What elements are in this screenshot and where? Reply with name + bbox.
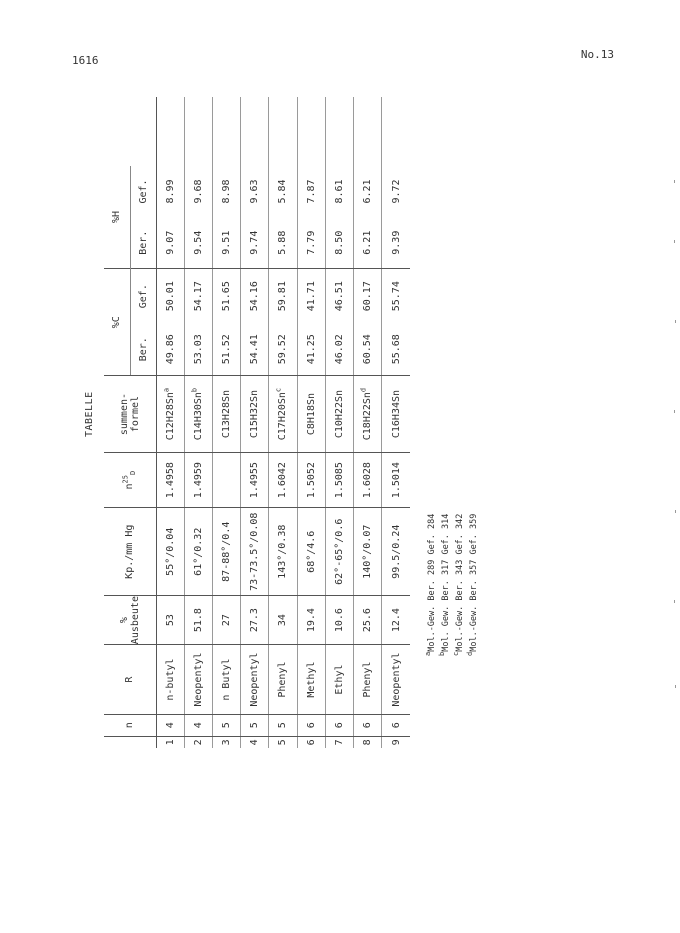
cell-nr: 8 bbox=[354, 736, 382, 748]
cell-kp: 68°/4.6 bbox=[297, 508, 325, 596]
footnote-line bbox=[438, 513, 453, 656]
nd-line: D bbox=[129, 470, 138, 475]
formula-footnote-mark: b bbox=[190, 387, 199, 393]
margin-speckles bbox=[672, 180, 678, 700]
cell-c-gef: 54.17 bbox=[184, 269, 212, 324]
table-row bbox=[241, 97, 269, 748]
col-header-nr bbox=[104, 736, 156, 748]
cell-kp: 61°/0.32 bbox=[184, 508, 212, 596]
footnote-text: Mol.-Gew. Ber. 289 Gef. 284 bbox=[427, 513, 437, 652]
cell-n: 5 bbox=[212, 714, 240, 736]
cell-kp: 55°/0.04 bbox=[156, 508, 184, 596]
col-header-r: R bbox=[104, 645, 156, 715]
col-header-nd bbox=[104, 452, 156, 508]
cell-h-ber: 9.39 bbox=[390, 230, 402, 255]
cell-n: 5 bbox=[241, 714, 269, 736]
footnote-line bbox=[452, 513, 467, 656]
cell-n: 6 bbox=[382, 714, 410, 736]
cell-h-ber: 9.07 bbox=[164, 230, 176, 255]
footnote-mark: c bbox=[452, 651, 461, 656]
cell-h-gef: 9.63 bbox=[249, 179, 261, 204]
cell-r: Neopentyl bbox=[241, 645, 269, 715]
formula-text: C16H34Sn bbox=[390, 389, 402, 439]
formula-text: C13H28Sn bbox=[221, 389, 233, 439]
cell-c-gef: 50.01 bbox=[156, 269, 184, 324]
row-spacer bbox=[269, 97, 297, 166]
cell-nr: 7 bbox=[325, 736, 353, 748]
cell-kp: 143°/0.38 bbox=[269, 508, 297, 596]
cell-n: 4 bbox=[156, 714, 184, 736]
page-number: 1616 bbox=[72, 54, 99, 67]
footnotes bbox=[424, 513, 485, 656]
cell-h-ber: 9.74 bbox=[249, 230, 261, 255]
cell-n: 4 bbox=[184, 714, 212, 736]
row-spacer bbox=[354, 97, 382, 166]
cell-kp: 62°-65°/0.6 bbox=[325, 508, 353, 596]
row-spacer bbox=[241, 97, 269, 166]
cell-c-ber: 53.03 bbox=[192, 334, 204, 365]
cell-c-ber: 60.54 bbox=[362, 334, 374, 365]
table-row bbox=[297, 97, 325, 748]
cell-nd: 1.6028 bbox=[354, 452, 382, 508]
formula-text: C10H22Sn bbox=[333, 389, 345, 439]
cell-c-ber: 59.52 bbox=[277, 334, 289, 365]
cell-h-gef: 6.21 bbox=[362, 179, 374, 204]
cell-c-gef: 46.51 bbox=[325, 269, 353, 324]
cell-r: Methyl bbox=[297, 645, 325, 715]
cell-h-ber: 7.79 bbox=[305, 230, 317, 255]
cell-c-ber: 41.25 bbox=[305, 334, 317, 365]
cell-ausbeute: 12.4 bbox=[382, 596, 410, 645]
ausbeute-unit: % bbox=[118, 617, 130, 624]
formula-text: C8H18Sn bbox=[305, 392, 317, 436]
cell-r: n Butyl bbox=[212, 645, 240, 715]
cell-n: 6 bbox=[354, 714, 382, 736]
col-header-n: n bbox=[104, 714, 156, 736]
cell-c-gef: 41.71 bbox=[297, 269, 325, 324]
cell-n: 5 bbox=[269, 714, 297, 736]
table-row bbox=[382, 97, 410, 748]
formula-footnote-mark: d bbox=[359, 387, 368, 393]
cell-h-gef: 7.87 bbox=[305, 179, 317, 204]
formula-text: C18H22Sn bbox=[362, 392, 374, 441]
issue-number: No.13 bbox=[580, 48, 614, 61]
cell-c-gef: 55.74 bbox=[382, 269, 410, 324]
col-header-h-gef: Gef. bbox=[130, 166, 156, 217]
cell-r: Ethyl bbox=[325, 645, 353, 715]
cell-kp: 140°/0.07 bbox=[354, 508, 382, 596]
formula-text: C17H20Sn bbox=[277, 392, 289, 441]
cell-r: n-butyl bbox=[156, 645, 184, 715]
cell-nr: 5 bbox=[269, 736, 297, 748]
cell-r: Neopentyl bbox=[382, 645, 410, 715]
cell-ausbeute: 34 bbox=[269, 596, 297, 645]
cell-r: Phenyl bbox=[354, 645, 382, 715]
cell-ausbeute: 53 bbox=[156, 596, 184, 645]
nd-symbol: n bbox=[124, 483, 136, 490]
col-header-c-gef: Gef. bbox=[130, 269, 156, 324]
cell-formel bbox=[354, 376, 382, 453]
cell-formel bbox=[269, 376, 297, 453]
cell-r: Neopentyl bbox=[184, 645, 212, 715]
table-header bbox=[104, 97, 156, 748]
cell-ausbeute: 10.6 bbox=[325, 596, 353, 645]
cell-nd: 1.4955 bbox=[241, 452, 269, 508]
formula-footnote-mark: c bbox=[275, 387, 284, 393]
cell-formel bbox=[382, 376, 410, 453]
col-header-ausbeute bbox=[104, 596, 156, 645]
cell-formel bbox=[325, 376, 353, 453]
cell-c-gef: 54.16 bbox=[241, 269, 269, 324]
cell-nd bbox=[212, 452, 240, 508]
cell-kp: 99.5/0.24 bbox=[382, 508, 410, 596]
ausbeute-label: Ausbeute bbox=[129, 596, 141, 645]
cell-n: 6 bbox=[325, 714, 353, 736]
formula-text: C15H32Sn bbox=[249, 389, 261, 439]
cell-ausbeute: 27.3 bbox=[241, 596, 269, 645]
cell-h-ber: 8.50 bbox=[333, 230, 345, 255]
footnote-text: Mol. Gew. Ber. 317 Gef. 314 bbox=[441, 513, 451, 652]
cell-ausbeute: 27 bbox=[212, 596, 240, 645]
cell-ausbeute: 25.6 bbox=[354, 596, 382, 645]
table-title: TABELLE bbox=[84, 391, 95, 437]
cell-h-gef: 8.98 bbox=[221, 179, 233, 204]
cell-c-ber: 49.86 bbox=[164, 334, 176, 365]
table-row bbox=[184, 97, 212, 748]
footnote-mark: b bbox=[438, 651, 447, 656]
footnote-mark: d bbox=[466, 651, 475, 656]
cell-h-ber: 9.51 bbox=[221, 230, 233, 255]
footnote-mark: a bbox=[424, 651, 433, 656]
cell-h-gef: 8.99 bbox=[164, 179, 176, 204]
cell-c-ber: 46.02 bbox=[333, 334, 345, 365]
cell-nr: 1 bbox=[156, 736, 184, 748]
cell-h-ber: 6.21 bbox=[362, 230, 374, 255]
cell-nr: 9 bbox=[382, 736, 410, 748]
cell-nd: 1.4959 bbox=[184, 452, 212, 508]
cell-nr: 3 bbox=[212, 736, 240, 748]
table-row bbox=[212, 97, 240, 748]
cell-nd: 1.4958 bbox=[156, 452, 184, 508]
cell-h-ber: 9.54 bbox=[192, 230, 204, 255]
cell-nr: 2 bbox=[184, 736, 212, 748]
cell-c-ber: 55.68 bbox=[390, 334, 402, 365]
cell-c-gef: 60.17 bbox=[354, 269, 382, 324]
footnote-text: Mol.-Gew. Ber. 343 Gef. 342 bbox=[455, 513, 465, 652]
cell-formel bbox=[212, 376, 240, 453]
col-header-c-ber: Ber. bbox=[130, 323, 156, 376]
nd-temp: 25 bbox=[121, 475, 130, 484]
cell-ausbeute: 19.4 bbox=[297, 596, 325, 645]
footnote-line bbox=[466, 513, 481, 656]
table-body bbox=[156, 97, 410, 748]
formula-text: C12H28Sn bbox=[164, 392, 176, 441]
cell-formel bbox=[156, 376, 184, 453]
cell-h-gef: 9.68 bbox=[192, 179, 204, 204]
col-header-h-ber: Ber. bbox=[130, 217, 156, 268]
cell-c-ber: 51.52 bbox=[221, 334, 233, 365]
formula-footnote-mark: a bbox=[162, 387, 171, 393]
table-row bbox=[325, 97, 353, 748]
cell-formel bbox=[184, 376, 212, 453]
cell-c-ber: 54.41 bbox=[249, 334, 261, 365]
group-header-c: %C bbox=[104, 269, 130, 376]
cell-kp: 73-73.5°/0.08 bbox=[241, 508, 269, 596]
row-spacer bbox=[184, 97, 212, 166]
col-header-kp: Kp./mm Hg bbox=[104, 508, 156, 596]
cell-formel bbox=[241, 376, 269, 453]
footnote-line bbox=[424, 513, 439, 656]
cell-nd: 1.5085 bbox=[325, 452, 353, 508]
table-row bbox=[156, 97, 184, 748]
cell-n: 6 bbox=[297, 714, 325, 736]
cell-nr: 4 bbox=[241, 736, 269, 748]
table-row bbox=[269, 97, 297, 748]
cell-c-gef: 51.65 bbox=[212, 269, 240, 324]
cell-c-gef: 59.81 bbox=[269, 269, 297, 324]
header-spacer bbox=[104, 97, 156, 166]
data-table bbox=[104, 97, 410, 748]
cell-nd: 1.6042 bbox=[269, 452, 297, 508]
cell-formel bbox=[297, 376, 325, 453]
row-spacer bbox=[156, 97, 184, 166]
cell-nr: 6 bbox=[297, 736, 325, 748]
cell-nd: 1.5014 bbox=[382, 452, 410, 508]
cell-ausbeute: 51.8 bbox=[184, 596, 212, 645]
row-spacer bbox=[382, 97, 410, 166]
cell-h-gef: 5.84 bbox=[277, 179, 289, 204]
cell-nd: 1.5052 bbox=[297, 452, 325, 508]
footnote-text: Mol.-Gew. Ber. 357 Gef. 359 bbox=[469, 513, 479, 652]
cell-r: Phenyl bbox=[269, 645, 297, 715]
rotated-table-panel bbox=[84, 97, 410, 748]
col-header-formel: summen-formel bbox=[104, 376, 156, 453]
row-spacer bbox=[212, 97, 240, 166]
cell-kp: 87-88°/0.4 bbox=[212, 508, 240, 596]
row-spacer bbox=[325, 97, 353, 166]
cell-h-ber: 5.88 bbox=[277, 230, 289, 255]
row-spacer bbox=[297, 97, 325, 166]
cell-h-gef: 9.72 bbox=[390, 179, 402, 204]
formula-text: C14H30Sn bbox=[192, 392, 204, 441]
cell-h-gef: 8.61 bbox=[333, 179, 345, 204]
group-header-h: %H bbox=[104, 166, 130, 269]
table-row bbox=[354, 97, 382, 748]
